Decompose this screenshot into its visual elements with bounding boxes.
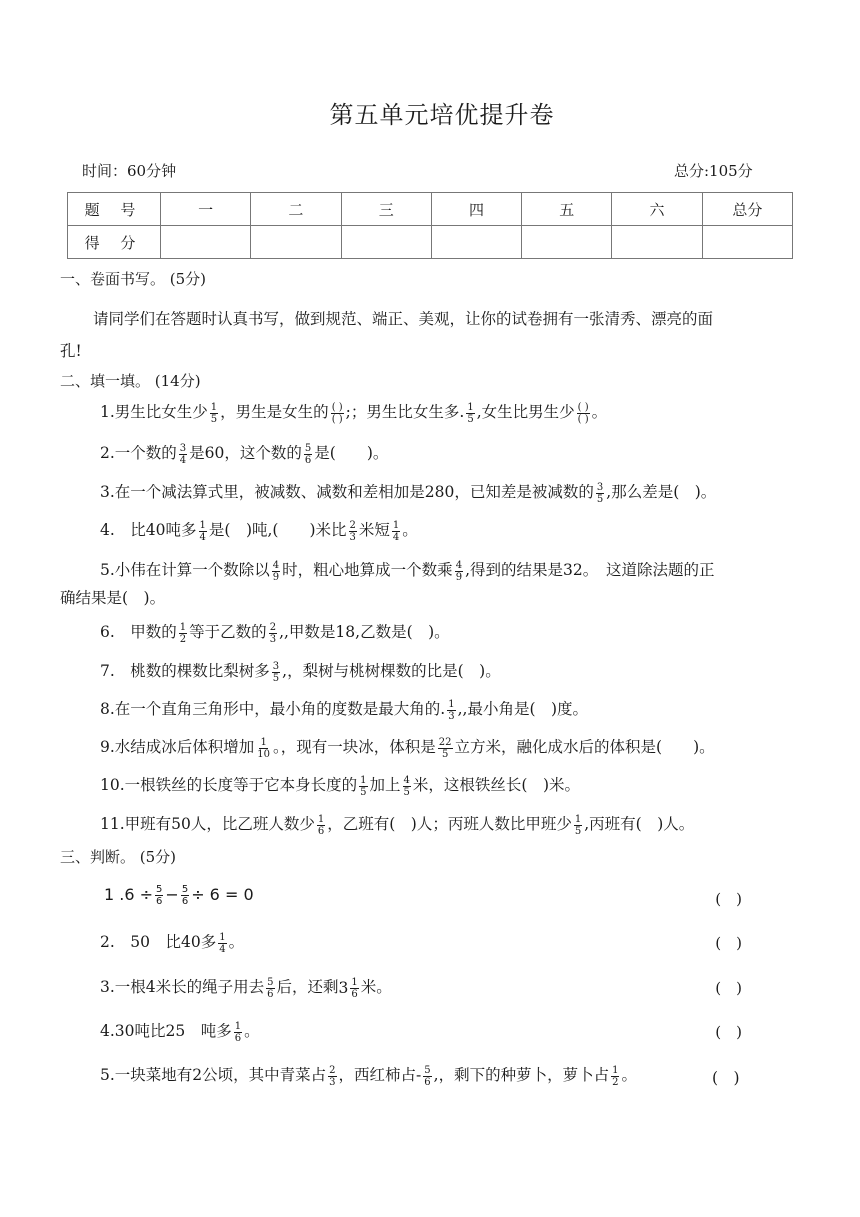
table-cell: 六 [612,193,702,226]
question-text: ,得到的结果是32。 这道除法题的正 [465,561,715,579]
table-cell: 二 [251,193,341,226]
fraction [403,775,411,798]
fraction [256,737,271,760]
numerator: 3 [596,481,604,493]
question-text: 。 [402,521,418,539]
question-text: 。 [621,1066,637,1084]
numerator: 1 [351,976,358,988]
question-text: 4. 比40吨多 [100,521,197,539]
section-1-text: 请同学们在答题时认真书写，做到规范、端正、美观，让你的试卷拥有一张清秀、漂亮的面 [93,310,714,328]
fraction [179,443,187,466]
fraction [574,814,582,837]
fraction [269,622,277,645]
denominator: 3 [329,1076,336,1088]
question-text: 1 .6 ÷ [104,885,154,904]
fraction [199,520,207,543]
question-text: ，西红柿占- [338,1066,422,1084]
numerator: 5 [424,1064,431,1076]
score-input-cell[interactable] [251,226,341,259]
fraction [392,520,400,543]
numerator: 1 [612,1064,619,1076]
numerator: 22 [438,736,452,748]
denominator: 2 [612,1076,619,1088]
denominator: ( ) [331,413,343,425]
question-text: 7. 桃数的棵数比梨树多 [100,662,270,680]
question-text: ,，剩下的种萝卜，萝卜占 [433,1066,610,1084]
section-1-heading: 一、卷面书写。 (5分) [60,270,207,288]
question-5 [100,558,714,583]
fraction [350,977,358,1000]
denominator: 3 [269,633,277,645]
question-text: − [165,885,179,904]
score-input-cell[interactable] [522,226,612,259]
fraction [179,622,187,645]
fraction [349,520,357,543]
question-text: 加上 [369,776,401,794]
denominator: 6 [234,1032,242,1044]
question-text: 4.30吨比25 吨多 [100,1022,232,1040]
question-11 [100,812,694,837]
question-text: ÷ 6 = 0 [191,885,254,904]
fraction [455,560,463,583]
question-text: ,那么差是( )。 [606,483,717,501]
denominator: 5 [360,786,367,798]
numerator: 1 [199,519,206,531]
numerator: 2 [329,1064,336,1076]
question-5-cont: 确结果是( )。 [60,589,166,607]
judge-5 [100,1063,637,1088]
question-text: 时，粗心地算成一个数乘 [282,561,453,579]
question-text: 是( )。 [314,444,389,462]
question-4 [100,518,418,543]
question-text: 米。 [360,978,392,996]
denominator: 10 [257,748,271,760]
question-text: 2.一个数的 [100,444,177,462]
table-row [68,193,793,226]
question-text: ，乙班有( )人；丙班人数比甲班少 [327,815,572,833]
table-cell: 一 [161,193,251,226]
numerator: 5 [267,976,274,988]
denominator: ( ) [577,413,589,425]
question-text: 3.在一个减法算式里，被减数、减数和差相加是280，已知差是被减数的 [100,483,594,501]
question-text: ,丙班有( )人。 [584,815,695,833]
score-input-cell[interactable] [161,226,251,259]
denominator: 4 [179,454,187,466]
question-text: 是60，这个数的 [189,444,302,462]
judge-2 [100,930,244,955]
denominator: 5 [403,786,410,798]
numerator: ( ) [577,401,589,413]
question-text: 。 [591,403,608,421]
numerator: 1 [574,813,582,825]
page-title: 第五单元培优提升卷 [329,101,555,129]
answer-fraction-blank[interactable] [331,402,344,425]
denominator: 6 [156,896,163,907]
answer-paren[interactable]: ( ) [715,890,742,908]
time-limit: 时间：60分钟 [82,162,177,180]
fraction [447,699,455,722]
fraction [423,1065,431,1088]
fraction [218,932,226,955]
fraction [272,661,280,684]
score-input-cell[interactable] [702,226,792,259]
question-text: 等于乙数的 [189,623,267,641]
numerator: 1 [179,621,187,633]
question-text: 11.甲班有50人，比乙班人数少 [100,815,315,833]
score-input-cell[interactable] [341,226,431,259]
numerator: 1 [392,519,400,531]
denominator: 4 [219,943,226,955]
fraction [210,402,218,425]
judge-3 [100,975,392,1000]
denominator: 6 [424,1076,431,1088]
numerator: 5 [304,442,312,454]
fraction [272,560,280,583]
question-text: 。，现有一块冰，体积是 [273,738,436,756]
numerator: 4 [272,559,280,571]
denominator: 5 [272,672,280,684]
question-8 [100,697,588,722]
question-text: 2. 50 比40多 [100,933,217,951]
question-text: ;；男生比女生多. [345,403,465,421]
question-10 [100,773,580,798]
table-cell: 五 [522,193,612,226]
fraction [155,884,163,907]
numerator: 3 [272,660,280,672]
numerator: 1 [234,1020,242,1032]
question-text: 5.小伟在计算一个数除以 [100,561,270,579]
numerator: 1 [219,931,226,943]
table-cell: 三 [341,193,431,226]
question-text: 6. 甲数的 [100,623,177,641]
answer-paren[interactable]: ( ) [715,979,742,997]
denominator: 5 [210,413,218,425]
denominator: 6 [181,896,189,907]
judge-4 [100,1019,260,1044]
question-2 [100,441,388,466]
fraction [234,1021,242,1044]
question-1 [100,400,607,425]
denominator: 9 [272,571,280,583]
fraction [596,482,604,505]
fraction [317,814,325,837]
score-input-cell[interactable] [612,226,702,259]
question-9 [100,735,715,760]
question-text: 10.一根铁丝的长度等于它本身长度的 [100,776,358,794]
numerator: 1 [260,736,267,748]
question-text: 5.一块菜地有2公顷，其中青菜占 [100,1066,327,1084]
question-text: 是( )吨,( )米比 [208,521,347,539]
judge-1 [104,884,254,907]
table-row [68,226,793,259]
numerator: 4 [455,559,463,571]
table-cell: 题 号 [68,193,161,226]
numerator: 4 [403,774,410,786]
numerator: 2 [269,621,277,633]
answer-paren[interactable]: ( ) [715,1023,742,1041]
fraction [359,775,367,798]
fraction [611,1065,619,1088]
fraction [438,737,453,760]
question-text: 。 [244,1022,260,1040]
table-cell: 总分 [702,193,792,226]
denominator: 5 [596,493,604,505]
answer-paren[interactable]: ( ) [712,1069,740,1087]
score-table [67,192,793,259]
numerator: ( ) [331,401,343,413]
table-cell: 得 分 [68,226,161,259]
fraction [466,402,474,425]
denominator: 2 [179,633,187,645]
numerator: 1 [467,401,474,413]
denominator: 3 [349,531,356,543]
numerator: 5 [181,884,189,895]
whole-part: 3 [338,979,349,997]
question-text: ,,最小角是( )度。 [457,700,589,718]
question-text: 9.水结成冰后体积增加 [100,738,255,756]
fraction [304,443,312,466]
numerator: 1 [210,401,218,413]
question-3 [100,480,716,505]
denominator: 9 [455,571,463,583]
question-text: ,，梨树与桃树棵数的比是( )。 [282,662,501,680]
denominator: 3 [448,710,455,722]
denominator: 6 [351,988,358,1000]
question-text: 1.男生比女生少 [100,403,208,421]
question-6 [100,620,450,645]
section-3-heading: 三、判断。 (5分) [60,848,177,866]
section-1-text-cont: 孔! [60,342,82,360]
numerator: 5 [156,884,163,895]
numerator: 1 [317,813,325,825]
mixed-number [339,977,361,1000]
fraction [266,977,274,1000]
question-text: 。 [228,933,245,951]
question-text: 后，还剩 [276,978,339,996]
question-text: ，男生是女生的 [220,403,329,421]
question-text: 立方米，融化成水后的体积是( )。 [454,738,715,756]
total-score: 总分:105分 [674,162,753,180]
question-text: ,,甲数是18,乙数是( )。 [279,623,450,641]
table-cell: 四 [431,193,521,226]
question-text: 3.一根4米长的绳子用去 [100,978,265,996]
question-7 [100,659,501,684]
score-input-cell[interactable] [431,226,521,259]
denominator: 6 [267,988,274,1000]
denominator: 6 [317,825,325,837]
section-2-heading: 二、填一填。 (14分) [60,372,201,390]
numerator: 1 [360,774,367,786]
question-text: ,女生比男生少 [476,403,575,421]
answer-paren[interactable]: ( ) [715,934,742,952]
denominator: 6 [304,454,312,466]
answer-fraction-blank[interactable] [577,402,590,425]
denominator: 5 [574,825,582,837]
numerator: 3 [179,442,187,454]
question-text: 8.在一个直角三角形中，最小角的度数是最大角的. [100,700,446,718]
numerator: 2 [349,519,356,531]
question-text: 米，这根铁丝长( )米。 [412,776,581,794]
denominator: 5 [441,748,449,760]
fraction [181,884,189,907]
denominator: 5 [467,413,474,425]
question-text: 米短 [358,521,390,539]
fraction [328,1065,336,1088]
numerator: 1 [448,698,455,710]
denominator: 4 [199,531,206,543]
denominator: 4 [392,531,400,543]
